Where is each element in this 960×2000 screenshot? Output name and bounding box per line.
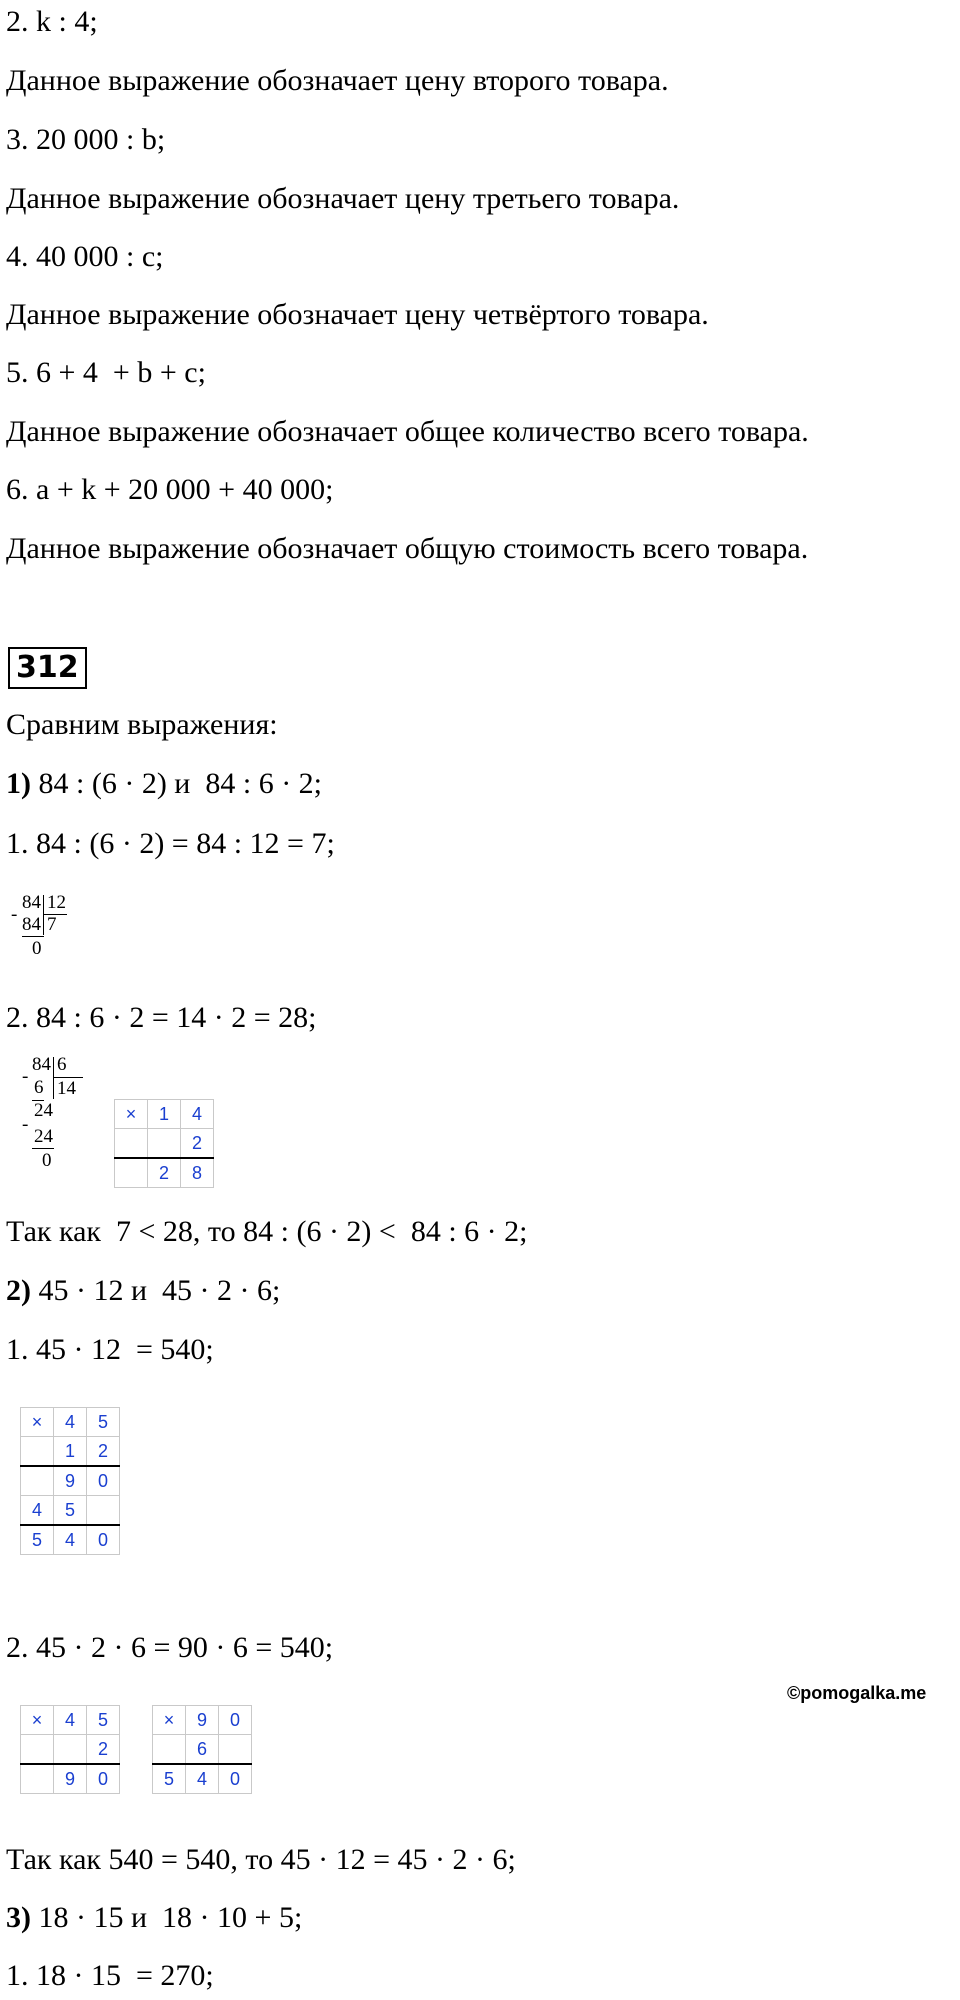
part-3-line bbox=[6, 1900, 302, 1936]
part-1-line bbox=[6, 766, 322, 802]
grid-cell: 0 bbox=[219, 1764, 252, 1794]
grid-cell: 5 bbox=[153, 1764, 186, 1794]
grid-cell bbox=[21, 1735, 54, 1765]
minus-sign: - bbox=[22, 1114, 29, 1135]
part-number: 3) bbox=[6, 1901, 31, 1934]
part-number: 1) bbox=[6, 767, 31, 800]
grid-cell: 5 bbox=[87, 1706, 120, 1735]
minus-sign: - bbox=[11, 904, 18, 925]
text-line: Сравним выражения: bbox=[6, 708, 278, 741]
grid-cell bbox=[54, 1735, 87, 1765]
grid-cell: × bbox=[21, 1408, 54, 1437]
grid-cell: 9 bbox=[186, 1706, 219, 1735]
quotient: 14 bbox=[57, 1078, 76, 1099]
grid-cell: 5 bbox=[87, 1408, 120, 1437]
grid-cell: 1 bbox=[54, 1437, 87, 1467]
grid-cell bbox=[115, 1158, 148, 1188]
grid-cell: × bbox=[153, 1706, 186, 1735]
text-line: Данное выражение обозначает цену третьего товара. bbox=[6, 182, 680, 215]
long-division-84-12 bbox=[10, 893, 80, 983]
task-number-box: 312 bbox=[8, 647, 87, 689]
text-line: 4. 40 000 : c; bbox=[6, 240, 164, 273]
grid-cell: 4 bbox=[181, 1100, 214, 1129]
grid-cell: 2 bbox=[181, 1129, 214, 1159]
remainder: 0 bbox=[32, 938, 42, 959]
long-division-84-6 bbox=[12, 1055, 92, 1185]
multiplication-grid-90x6 bbox=[152, 1705, 252, 1794]
multiplication-grid-14x2 bbox=[114, 1099, 214, 1188]
dividend: 84 bbox=[22, 892, 41, 913]
grid-cell: 2 bbox=[148, 1158, 181, 1188]
grid-cell: 2 bbox=[87, 1437, 120, 1467]
text-line: Данное выражение обозначает общую стоимость всего товара. bbox=[6, 532, 809, 565]
part-2-line bbox=[6, 1273, 280, 1309]
dividend: 84 bbox=[32, 1054, 51, 1075]
grid-cell: 4 bbox=[21, 1496, 54, 1526]
text-line: Так как 7 < 28, то 84 : (6 · 2) < 84 : 6 · 2; bbox=[6, 1215, 528, 1248]
grid-cell bbox=[219, 1735, 252, 1765]
grid-cell bbox=[21, 1437, 54, 1467]
grid-cell: 0 bbox=[87, 1466, 120, 1496]
grid-cell: 2 bbox=[87, 1735, 120, 1765]
multiplication-grid-45x12 bbox=[20, 1407, 120, 1555]
text-line: 5. 6 + 4 + b + c; bbox=[6, 356, 206, 389]
grid-cell: 8 bbox=[181, 1158, 214, 1188]
grid-cell: 0 bbox=[87, 1525, 120, 1555]
grid-cell: 5 bbox=[21, 1525, 54, 1555]
text-line: 2. 45 · 2 · 6 = 90 · 6 = 540; bbox=[6, 1631, 334, 1664]
grid-cell bbox=[115, 1129, 148, 1159]
grid-cell: 4 bbox=[186, 1764, 219, 1794]
grid-cell: 4 bbox=[54, 1706, 87, 1735]
part-text: 45 · 12 и 45 · 2 · 6; bbox=[31, 1274, 281, 1307]
remainder: 0 bbox=[42, 1150, 52, 1171]
grid-cell: 9 bbox=[54, 1466, 87, 1496]
quotient: 7 bbox=[47, 914, 57, 935]
grid-cell bbox=[153, 1735, 186, 1765]
grid-cell: 5 bbox=[54, 1496, 87, 1526]
part-text: 84 : (6 · 2) и 84 : 6 · 2; bbox=[31, 767, 323, 800]
part-text: 18 · 15 и 18 · 10 + 5; bbox=[31, 1901, 303, 1934]
grid-cell bbox=[87, 1496, 120, 1526]
grid-cell: 6 bbox=[186, 1735, 219, 1765]
grid-cell bbox=[21, 1466, 54, 1496]
divisor: 12 bbox=[47, 892, 66, 913]
grid-cell: 4 bbox=[54, 1408, 87, 1437]
watermark: ©pomogalka.me bbox=[787, 1683, 927, 1703]
subtrahend: 84 bbox=[22, 914, 41, 935]
grid-cell: × bbox=[115, 1100, 148, 1129]
text-line: Так как 540 = 540, то 45 · 12 = 45 · 2 · 6; bbox=[6, 1843, 516, 1876]
text-line: Данное выражение обозначает цену второго товара. bbox=[6, 64, 669, 97]
text-line: 2. k : 4; bbox=[6, 5, 98, 38]
minus-sign: - bbox=[22, 1066, 29, 1087]
divisor: 6 bbox=[57, 1054, 67, 1075]
multiplication-grid-45x2 bbox=[20, 1705, 120, 1794]
grid-cell: 1 bbox=[148, 1100, 181, 1129]
text-line: Данное выражение обозначает общее количество всего товара. bbox=[6, 415, 809, 448]
partial-dividend: 24 bbox=[34, 1100, 53, 1121]
text-line: 1. 45 · 12 = 540; bbox=[6, 1333, 214, 1366]
part-number: 2) bbox=[6, 1274, 31, 1307]
subtrahend: 6 bbox=[34, 1077, 44, 1098]
text-line: 3. 20 000 : b; bbox=[6, 123, 166, 156]
subtrahend: 24 bbox=[34, 1126, 53, 1147]
text-line: 1. 84 : (6 · 2) = 84 : 12 = 7; bbox=[6, 827, 335, 860]
grid-cell: 0 bbox=[219, 1706, 252, 1735]
text-line: 1. 18 · 15 = 270; bbox=[6, 1959, 214, 1992]
grid-cell: × bbox=[21, 1706, 54, 1735]
grid-cell: 0 bbox=[87, 1764, 120, 1794]
grid-cell bbox=[148, 1129, 181, 1159]
grid-cell: 9 bbox=[54, 1764, 87, 1794]
text-line: 2. 84 : 6 · 2 = 14 · 2 = 28; bbox=[6, 1001, 317, 1034]
grid-cell: 4 bbox=[54, 1525, 87, 1555]
text-line: 6. a + k + 20 000 + 40 000; bbox=[6, 473, 334, 506]
grid-cell bbox=[21, 1764, 54, 1794]
text-line: Данное выражение обозначает цену четвёртого товара. bbox=[6, 298, 709, 331]
